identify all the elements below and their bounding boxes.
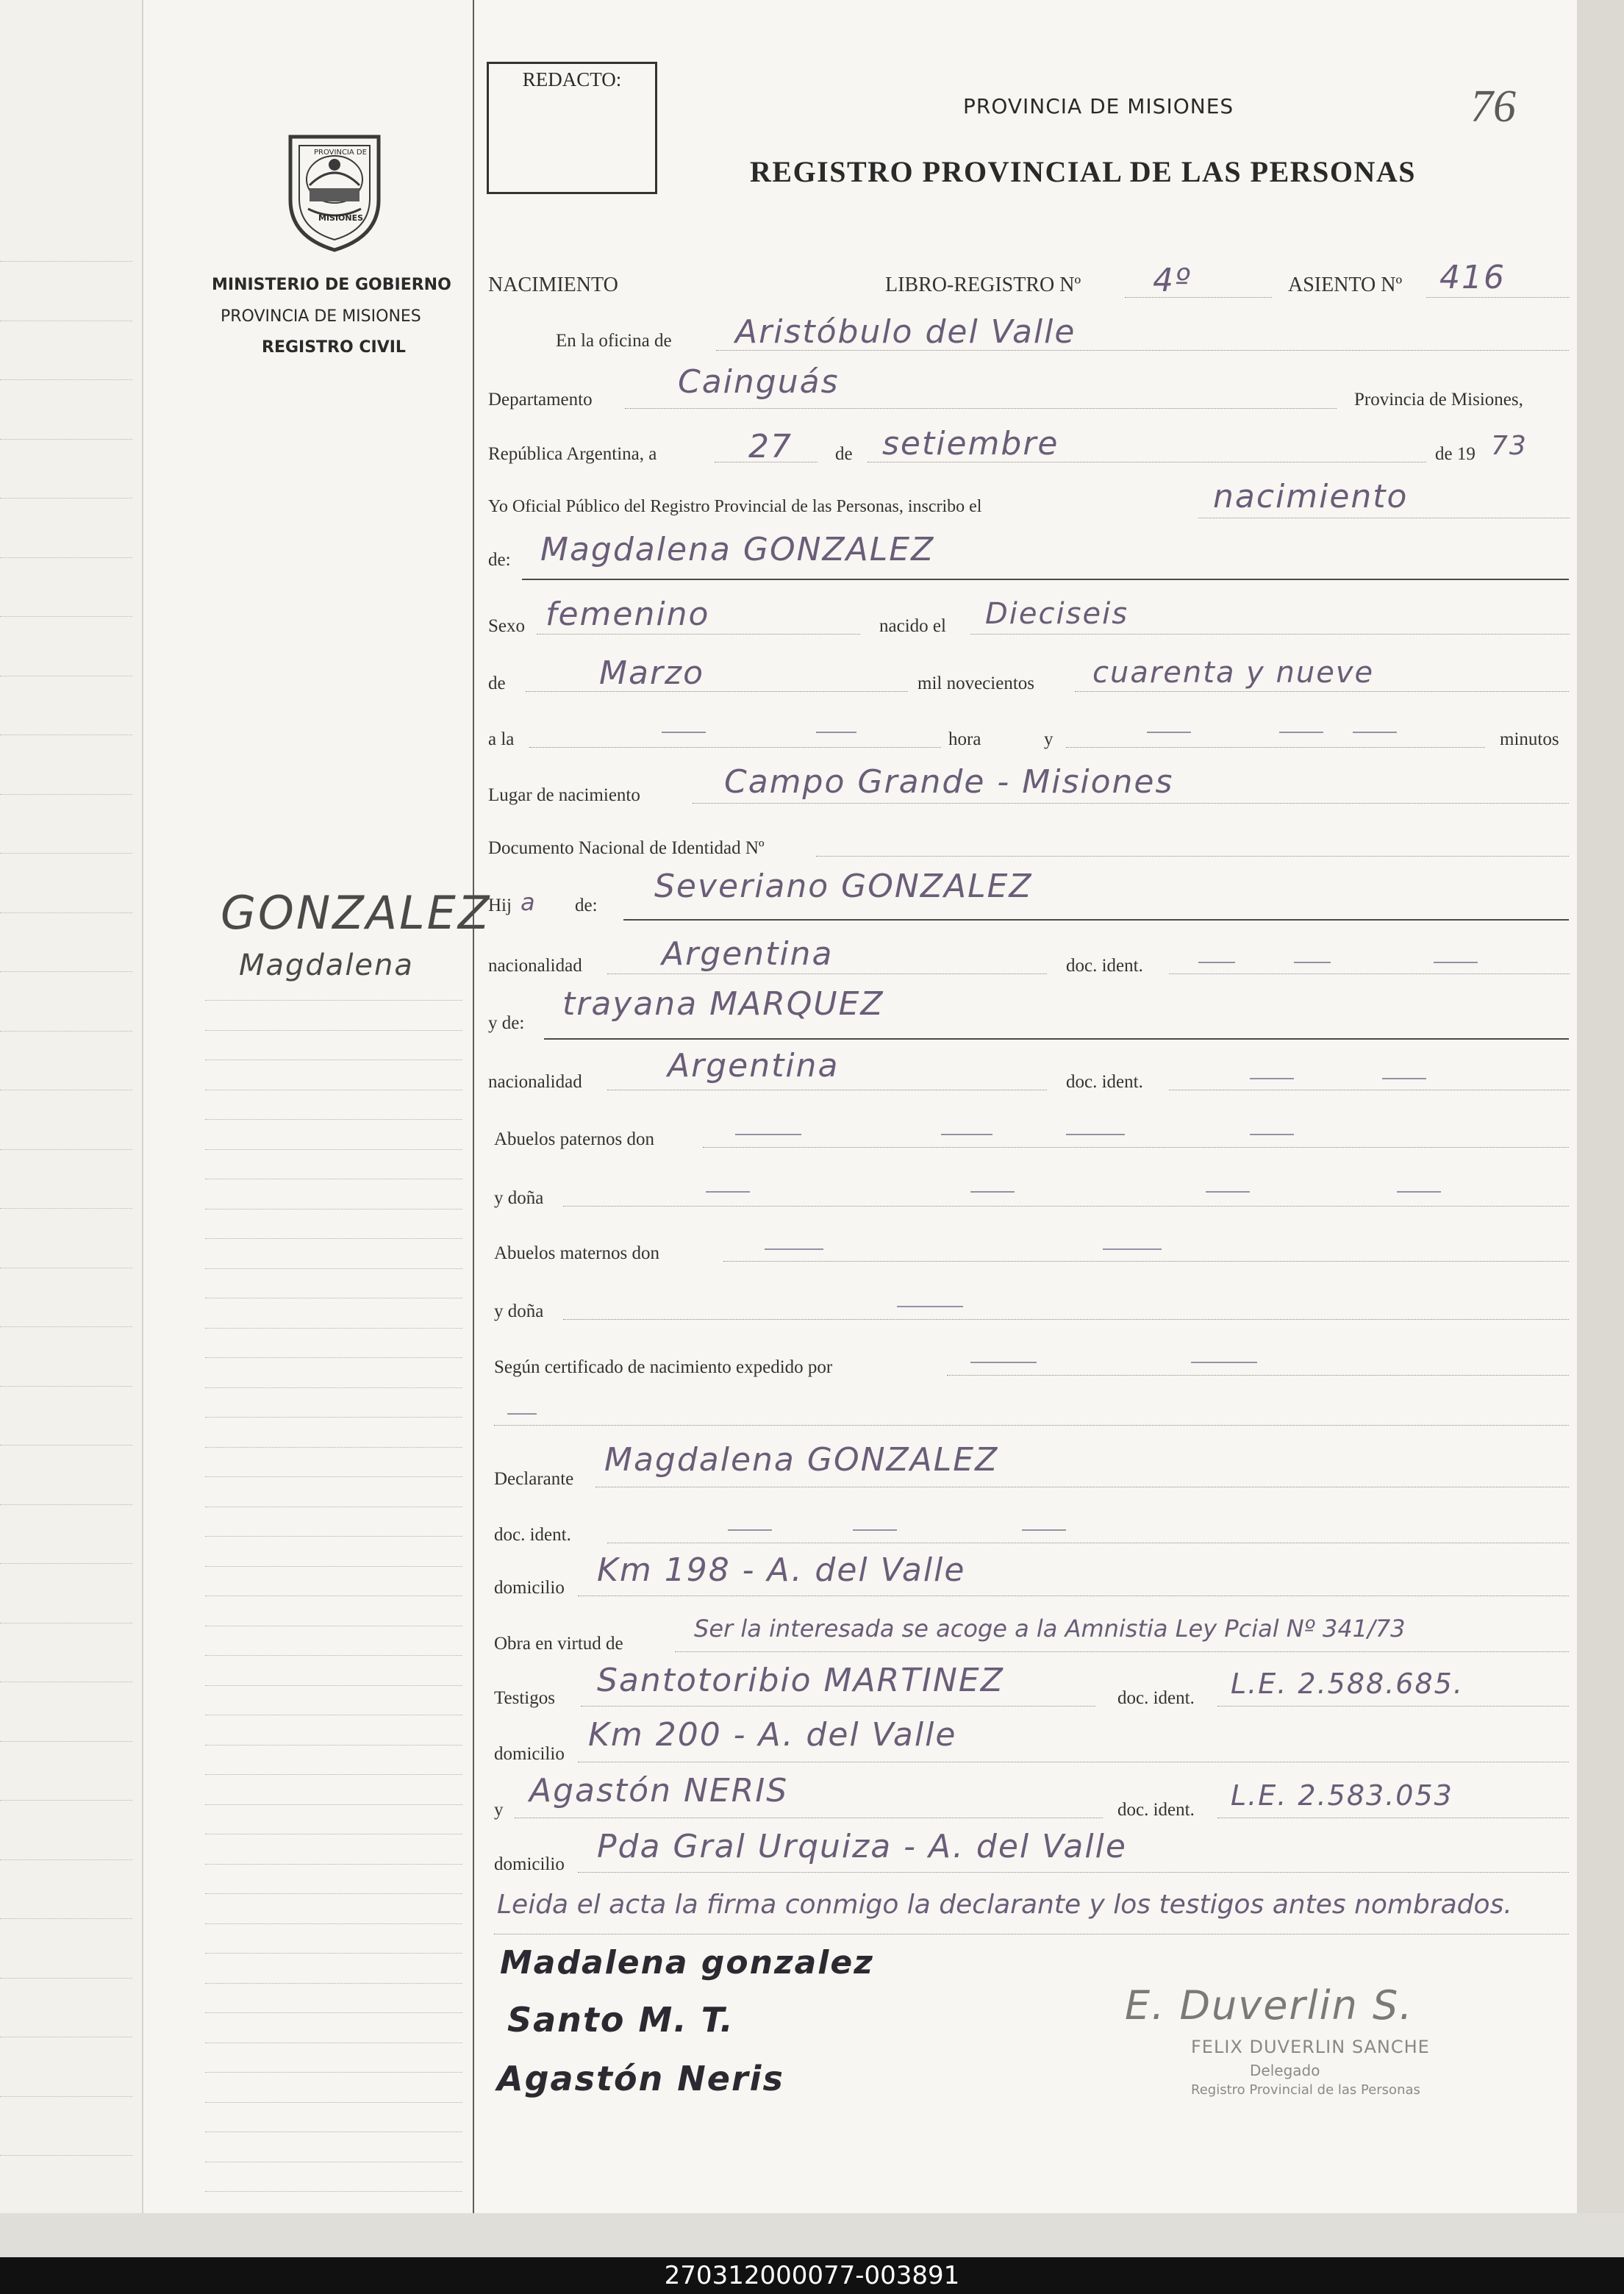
libro-value: 4º xyxy=(1153,262,1192,299)
left-page-line xyxy=(0,2155,132,2156)
margin-line xyxy=(205,1804,462,1805)
provincia-label: Provincia de Misiones, xyxy=(1354,390,1523,410)
type-label: NACIMIENTO xyxy=(488,274,618,296)
abuelos-pat-label: Abuelos paternos don xyxy=(494,1129,655,1149)
leida-value: Leida el acta la firma conmigo la declarante y los testigos antes nombrados. xyxy=(497,1890,1512,1920)
minutos-label: minutos xyxy=(1500,729,1559,749)
ala-label: a la xyxy=(488,729,515,749)
margin-line xyxy=(205,1476,462,1477)
hijo-suffix: a xyxy=(521,888,537,916)
y2-label: y xyxy=(494,1800,504,1820)
nac1-label: nacionalidad xyxy=(488,956,582,976)
obra-value: Ser la interesada se acoge a la Amnistia Ley Pcial Nº 341/73 xyxy=(694,1615,1406,1643)
margin-line xyxy=(205,1893,462,1894)
left-page-line xyxy=(0,1504,132,1505)
left-page-line xyxy=(0,1741,132,1742)
departamento-label: Departamento xyxy=(488,390,593,410)
signature-official: E. Duverlin S. xyxy=(1125,1982,1414,2029)
seal-text-bottom: MISIONES xyxy=(318,213,364,223)
margin-line xyxy=(205,1119,462,1120)
oficina-label: En la oficina de xyxy=(556,331,672,351)
margin-line xyxy=(205,2072,462,2073)
left-page-line xyxy=(0,1978,132,1979)
asiento-value: 416 xyxy=(1439,259,1506,296)
testigo1-doc: L.E. 2.588.685. xyxy=(1231,1668,1464,1700)
left-page-line xyxy=(0,1208,132,1209)
left-page-line xyxy=(0,1445,132,1446)
domicilio2-value: Km 200 - A. del Valle xyxy=(588,1716,957,1754)
abuelos-mat-label: Abuelos maternos don xyxy=(494,1243,659,1263)
inscribo-value: nacimiento xyxy=(1213,478,1409,515)
adjacent-page-strip xyxy=(0,0,143,2213)
margin-line xyxy=(205,1387,462,1388)
margin-line xyxy=(205,1000,462,1001)
domicilio2-label: domicilio xyxy=(494,1744,565,1764)
margin-line xyxy=(205,1149,462,1150)
margin-line xyxy=(205,1268,462,1269)
left-page-line xyxy=(0,2096,132,2097)
margin-line xyxy=(205,1357,462,1358)
libro-label: LIBRO-REGISTRO Nº xyxy=(885,274,1081,296)
margin-column xyxy=(143,0,474,2213)
page-number: 76 xyxy=(1470,82,1516,132)
ministry-line-2: PROVINCIA DE MISIONES xyxy=(221,307,421,326)
nac2-label: nacionalidad xyxy=(488,1072,582,1092)
madre-value: trayana MARQUEZ xyxy=(562,985,884,1023)
official-stamp xyxy=(1191,2037,1529,2140)
docident1-label: doc. ident. xyxy=(1066,956,1143,976)
margin-line xyxy=(205,1864,462,1865)
signature-declarante: Madalena gonzalez xyxy=(500,1944,874,1982)
republica-label: República Argentina, a xyxy=(488,444,657,464)
left-page-line xyxy=(0,1563,132,1564)
margin-line xyxy=(205,1953,462,1954)
page-title: REGISTRO PROVINCIAL DE LAS PERSONAS xyxy=(750,155,1417,188)
margin-line xyxy=(205,2012,462,2013)
misiones-seal xyxy=(276,126,393,256)
yde-label: y de: xyxy=(488,1013,525,1033)
docident5-label: doc. ident. xyxy=(1117,1800,1195,1820)
margin-surname: GONZALEZ xyxy=(221,886,492,940)
left-page-line xyxy=(0,439,132,440)
domicilio1-value: Km 198 - A. del Valle xyxy=(597,1551,966,1589)
left-page-line xyxy=(0,498,132,499)
margin-line xyxy=(205,1328,462,1329)
docident2-label: doc. ident. xyxy=(1066,1072,1143,1092)
stamp-line-1: FELIX DUVERLIN SANCHE xyxy=(1191,2037,1430,2057)
left-page-line xyxy=(0,1800,132,1801)
declarante-value: Magdalena GONZALEZ xyxy=(604,1441,999,1479)
declarante-label: Declarante xyxy=(494,1469,574,1489)
margin-given-name: Magdalena xyxy=(239,948,414,982)
ministry-line-1: MINISTERIO DE GOBIERNO xyxy=(212,276,451,294)
sexo-label: Sexo xyxy=(488,616,525,636)
left-page-line xyxy=(0,1859,132,1860)
dni-label: Documento Nacional de Identidad Nº xyxy=(488,838,765,858)
de3-label: de xyxy=(488,673,506,693)
y-label: y xyxy=(1044,729,1054,749)
left-page-line xyxy=(0,971,132,972)
nac2-value: Argentina xyxy=(668,1047,840,1085)
margin-line xyxy=(205,1030,462,1031)
seal-text-top: PROVINCIA DE xyxy=(314,149,367,157)
mes-value: setiembre xyxy=(882,425,1059,462)
testigo2-doc: L.E. 2.583.053 xyxy=(1231,1779,1453,1812)
stamp-line-3: Registro Provincial de las Personas xyxy=(1191,2082,1420,2098)
inscribo-label: Yo Oficial Público del Registro Provincial de las Personas, inscribo el xyxy=(488,497,982,516)
margin-line xyxy=(205,1417,462,1418)
left-page-line xyxy=(0,853,132,854)
certificado-label: Según certificado de nacimiento expedido por xyxy=(494,1357,833,1377)
domicilio3-value: Pda Gral Urquiza - A. del Valle xyxy=(597,1828,1127,1865)
testigo2-value: Agastón NERIS xyxy=(529,1772,789,1809)
margin-line xyxy=(205,1447,462,1448)
anio-nac-value: cuarenta y nueve xyxy=(1092,656,1375,690)
oficina-value: Aristóbulo del Valle xyxy=(735,313,1076,351)
domicilio1-label: domicilio xyxy=(494,1578,565,1598)
dia-value: 27 xyxy=(748,428,793,465)
left-page-line xyxy=(0,616,132,617)
nombre-value: Magdalena GONZALEZ xyxy=(540,531,935,568)
docident3-label: doc. ident. xyxy=(494,1525,571,1545)
de2-label: de: xyxy=(488,550,511,570)
testigos-label: Testigos xyxy=(494,1688,555,1708)
left-page-line xyxy=(0,379,132,380)
domicilio3-label: domicilio xyxy=(494,1854,565,1874)
left-page-line xyxy=(0,261,132,262)
margin-line xyxy=(205,2102,462,2103)
redacto-label: REDACTO: xyxy=(522,68,622,90)
province-heading: PROVINCIA DE MISIONES xyxy=(963,94,1234,118)
margin-line xyxy=(205,1923,462,1924)
left-page-line xyxy=(0,794,132,795)
ydona2-label: y doña xyxy=(494,1301,544,1321)
margin-line xyxy=(205,1774,462,1775)
nacido-label: nacido el xyxy=(879,616,946,636)
padre-value: Severiano GONZALEZ xyxy=(654,868,1033,905)
left-page-line xyxy=(0,912,132,913)
margin-line xyxy=(205,1238,462,1239)
hijo-label-a: Hij xyxy=(488,896,512,915)
departamento-value: Cainguás xyxy=(678,363,840,401)
margin-line xyxy=(205,1983,462,1984)
sexo-value: femenino xyxy=(545,596,710,633)
left-page-line xyxy=(0,557,132,558)
left-page-line xyxy=(0,1326,132,1327)
left-page-line xyxy=(0,1386,132,1387)
left-page-line xyxy=(0,1031,132,1032)
hijo-label-b: de: xyxy=(575,896,598,915)
docident4-label: doc. ident. xyxy=(1117,1688,1195,1708)
redacto-box xyxy=(487,62,657,194)
left-page-line xyxy=(0,1149,132,1150)
margin-line xyxy=(205,1685,462,1686)
signature-testigo-2: Agastón Neris xyxy=(497,2059,784,2098)
margin-line xyxy=(205,2191,462,2192)
ydona1-label: y doña xyxy=(494,1188,544,1208)
anio-label: de 19 xyxy=(1435,444,1475,464)
page-edge xyxy=(1577,0,1624,2213)
lugar-value: Campo Grande - Misiones xyxy=(724,763,1174,801)
obra-label: Obra en virtud de xyxy=(494,1634,623,1654)
ministry-line-3: REGISTRO CIVIL xyxy=(262,338,406,357)
asiento-label: ASIENTO Nº xyxy=(1288,274,1403,296)
archive-caption: 270312000077-003891 xyxy=(664,2261,960,2290)
nac1-value: Argentina xyxy=(662,935,834,973)
stamp-line-2: Delegado xyxy=(1250,2062,1320,2079)
margin-line xyxy=(205,1655,462,1656)
signature-testigo-1: Santo M. T. xyxy=(507,2000,734,2040)
testigo1-value: Santotoribio MARTINEZ xyxy=(597,1662,1004,1699)
de-label: de xyxy=(835,444,853,464)
lugar-label: Lugar de nacimiento xyxy=(488,785,640,805)
mil-label: mil novecientos xyxy=(917,673,1034,693)
nacido-value: Dieciseis xyxy=(985,597,1129,631)
anio-value: 73 xyxy=(1491,431,1528,461)
mes-nac-value: Marzo xyxy=(599,654,705,692)
hora-label: hora xyxy=(948,729,981,749)
left-page-line xyxy=(0,1918,132,1919)
margin-line xyxy=(205,1536,462,1537)
margin-line xyxy=(205,1566,462,1567)
